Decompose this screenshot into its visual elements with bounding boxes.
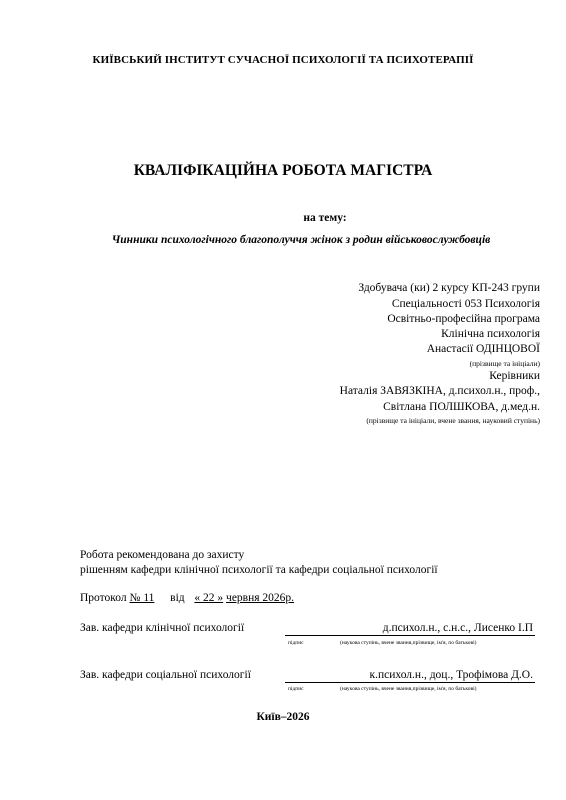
head2-signature-line: к.психол.н., доц., Трофімова Д.О. (285, 668, 535, 683)
document-title: КВАЛІФІКАЦІЙНА РОБОТА МАГІСТРА (133, 162, 433, 179)
topic-text: Чинники психологічного благополуччя жінок з родин військовослужбовців (111, 234, 491, 246)
protocol-from: від (170, 592, 185, 604)
author-name-caption: (прізвище та ініціали) (469, 359, 540, 368)
supervisor-2: Світлана ПОЛШКОВА, д.мед.н. (383, 401, 540, 413)
author-program-name: Клінічна психологія (441, 328, 540, 340)
city-year: Київ–2026 (256, 711, 310, 723)
head2-sign-caption: підпис (288, 686, 304, 692)
supervisors-caption: (прізвище та ініціали, вчене звання, науковий ступінь) (366, 416, 540, 425)
author-course-group: Здобувача (ки) 2 курсу КП-243 групи (358, 282, 540, 294)
supervisors-label: Керівники (489, 370, 540, 382)
protocol-number: № 11 (129, 592, 155, 604)
author-name: Анастасії ОДІНЦОВОЇ (426, 343, 540, 355)
author-specialty: Спеціальності 053 Психологія (391, 298, 540, 310)
topic-label: на тему: (303, 212, 347, 224)
head1-sign-caption: підпис (288, 640, 304, 646)
protocol-month-year: червня 2026р. (226, 592, 295, 604)
author-program: Освітньо-професійна програма (387, 313, 540, 325)
head1-info-caption: (наукова ступінь, вчене звання,прізвище, ім'я, по батькові) (340, 640, 477, 646)
recommendation-line1: Робота рекомендована до захисту (80, 549, 245, 561)
protocol-line (80, 592, 294, 604)
protocol-date: « 22 » (194, 592, 224, 604)
head2-label: Зав. кафедри соціальної психології (80, 669, 251, 681)
head1-signature-line: д.психол.н., с.н.с., Лисенко І.П (285, 621, 535, 636)
head1-label: Зав. кафедри клінічної психології (80, 622, 245, 634)
recommendation-line2: рішенням кафедри клінічної психології та кафедри соціальної психології (80, 564, 438, 576)
head2-info-caption: (наукова ступінь, вчене звання,прізвище, ім'я, по батькові) (340, 686, 477, 692)
protocol-label: Протокол (80, 592, 127, 604)
institute-name: КИЇВСЬКИЙ ІНСТИТУТ СУЧАСНОЇ ПСИХОЛОГІЇ ТА ПСИХОТЕРАПІЇ (92, 54, 474, 66)
supervisor-1: Наталія ЗАВЯЗКІНА, д.психол.н., проф., (339, 385, 540, 397)
